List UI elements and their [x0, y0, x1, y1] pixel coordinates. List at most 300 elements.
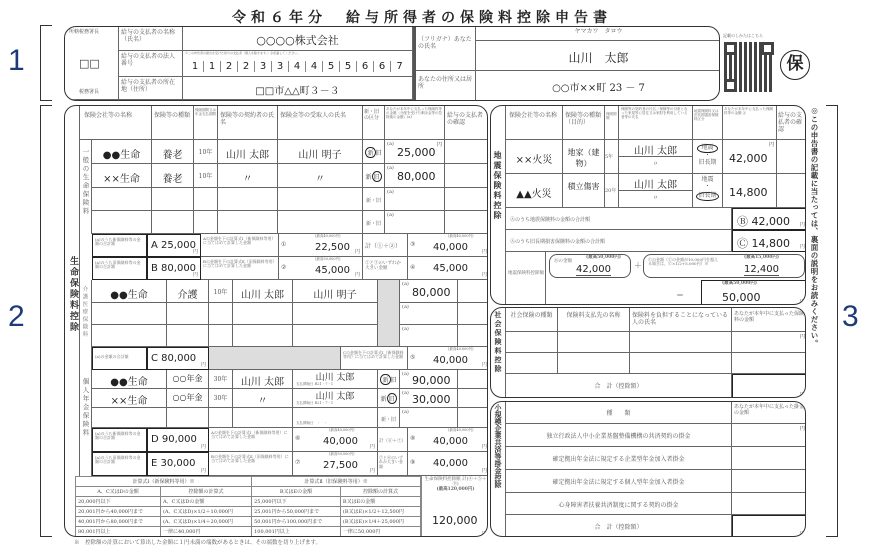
period: 10年: [213, 289, 228, 296]
D-label: [92, 428, 147, 452]
sub-head: 控除額の計算式: [160, 487, 251, 497]
payer-address-label: 給与の支払者の所在地（住所）: [121, 79, 176, 93]
header-text: あなたが本年中に支払った掛金の金額: [734, 404, 805, 416]
beneficiary: 山川 明子: [298, 150, 342, 161]
D-value-field[interactable]: D 90,000 円: [147, 428, 209, 452]
social-col-type: [506, 308, 558, 332]
smb-total-label: [506, 515, 732, 537]
general-life-label: 一般の生命保険料: [81, 148, 90, 216]
calc1-value: 22,500: [315, 242, 350, 253]
cell: 20,000円以下: [76, 497, 161, 507]
circled-new[interactable]: 新: [380, 374, 390, 385]
amount: 42,000: [729, 152, 768, 165]
earthquake-label: 地震保険料控除: [493, 151, 503, 221]
circled-earthquake[interactable]: 地震: [697, 144, 717, 153]
period: 30年: [213, 395, 228, 402]
life-deduction-total-field[interactable]: [421, 476, 488, 537]
a-mark: (a): [387, 141, 394, 147]
yen: 円: [799, 222, 805, 228]
smb-total-field[interactable]: [732, 515, 806, 537]
earthquake-section: 地震保険料控除 保険会社等の名称 保険等の種類（目的） 保険期間 保険等の契約者の氏名／保険等の対象となった家屋等に居住又は家財を利用している者等の氏名 地震保険料又は旧長期損害保険料区分 あなたが本年中に支払った保険料等の金額 Ⓐ 給与の支払者の確認 ××火災 地家（建物） 5年 山川 太郎 〃 地震 ・ 旧長期 42,000 円 ▲▲火災 積立傷害 20年 山川 太郎 〃 地震 ・ 旧長期 14,800 Ⓐのうち地震保険料の金額の合計額 Ⓑ 42,000 円 Ⓐのうち旧長期損害保険料の金額の合計額 Ⓒ 14,800 円 地震保険料控除額 Ⓑの金額 (最高50,000円) 42,000 ＋ Ⓒの金額（Ⓒの金額が10,000円を超える場合は、Ⓒ×1/2+5,000円）※ (最高15,000円) 12,400 ＝ (最高50,000円) 50,000 円: [490, 105, 806, 305]
contractor: 〃: [242, 174, 253, 185]
yen: 円: [799, 334, 805, 340]
payer-address-field[interactable]: [183, 77, 413, 100]
sub-head: B又はEの金額: [252, 487, 341, 497]
social-total-field[interactable]: [732, 374, 806, 398]
cell: 20,001円から40,000円まで: [76, 507, 161, 517]
num: ⑧: [410, 435, 416, 442]
start-date: 支払開始日 R21・7・1: [296, 401, 334, 405]
social-insurance-label: 社会保険料控除: [494, 311, 503, 374]
payer-name-label-cell: [119, 27, 183, 51]
your-address-label-cell: [416, 71, 476, 100]
amount: 25,000: [397, 146, 436, 159]
old-long-term[interactable]: 旧長期: [698, 158, 717, 166]
a-mark: (a): [387, 165, 394, 171]
max: (最高50,000円): [722, 281, 757, 286]
resident: 〃: [652, 195, 659, 202]
header-text: 保険期間又は年金支払期間: [195, 108, 216, 116]
smb-col-amount: [732, 402, 806, 424]
tax-office-value[interactable]: □□: [79, 57, 100, 70]
contractor: 山川 太郎: [633, 146, 678, 157]
header-text: 保険等の契約者の氏名: [220, 112, 275, 126]
cell: (A、C又はD)×1/2＋10,000円: [160, 507, 251, 517]
header-text: 社会保険の種類: [510, 312, 553, 319]
eq-deduction-label: [506, 252, 546, 305]
col-header-category: [363, 106, 385, 140]
max: (最高50,000円): [329, 452, 355, 456]
furigana-field[interactable]: [476, 27, 720, 41]
yen: 円: [481, 468, 487, 474]
header-text: 保険料支払先の名称: [566, 312, 621, 319]
company: ●●生命: [110, 290, 148, 301]
digit: 6: [374, 61, 391, 72]
label: (a)のうち旧保険料等の金額の合計額: [95, 455, 141, 465]
page-title: 令和６年分 給与所得者の保険料控除申告書: [232, 10, 612, 26]
company: ▲▲火災: [516, 189, 552, 200]
pension-sum-field[interactable]: [408, 428, 488, 452]
beneficiary: 山川 明子: [313, 290, 357, 301]
label: 計（①＋②）: [365, 243, 402, 250]
B-value: 80,000: [161, 263, 197, 274]
company: ××生命: [110, 396, 148, 407]
eq-B-value: 42,000: [751, 215, 790, 228]
header-text: 種 類: [606, 410, 631, 417]
num: ①: [281, 241, 287, 248]
social-total-label: [506, 374, 732, 398]
header-text: 保険期間: [606, 112, 617, 120]
beneficiary: 〃: [315, 174, 325, 185]
corp-number-digits: [187, 61, 408, 72]
a-mark: (a): [402, 371, 409, 377]
social-col-amount: [732, 308, 806, 332]
label: Ⓑの金額: [554, 259, 572, 264]
circled-new[interactable]: 新: [365, 147, 375, 158]
label: Cの金額を下の計算式Ⅰ（新保険料等用）に当てはめて計算した金額: [343, 350, 404, 360]
row-label: 独立行政法人中小企業基盤整備機構の共済契約の掛金: [546, 433, 691, 440]
pension-calc2-label: [209, 452, 293, 476]
pension-label: 個人年金保険料: [81, 378, 90, 438]
amount: 14,800: [729, 186, 768, 199]
pension-calc1-field[interactable]: [293, 428, 378, 452]
payer-address-label-cell: [119, 77, 183, 100]
your-name-value: 山川 太郎: [568, 51, 629, 65]
A-label: [92, 234, 147, 257]
yen: 円: [369, 468, 375, 474]
cell: (A、C又はD)×1/4＋20,000円: [160, 517, 251, 527]
beneficiary: 山川 太郎: [315, 392, 355, 402]
cell: 一律に40,000円: [160, 527, 251, 537]
eq-b-part-value: 42,000: [576, 264, 611, 275]
pension-larger-value: 40,000: [433, 458, 468, 469]
sum-value: 40,000: [433, 242, 468, 253]
circled-old[interactable]: 旧: [372, 171, 382, 182]
max: (最高40,000円): [315, 234, 341, 238]
care-medical-label: 介護医療保険料: [81, 286, 88, 339]
amount: 80,000: [412, 286, 451, 299]
pension-sum-value: 40,000: [433, 436, 468, 447]
confirm-cell[interactable]: [445, 140, 488, 164]
yen: 円: [481, 362, 487, 368]
period: 10年: [198, 173, 213, 180]
yen: 円: [799, 426, 805, 432]
eq-total-value: 50,000: [722, 291, 761, 304]
yen: 円: [481, 531, 487, 537]
col-header-contractor: [218, 106, 278, 140]
yen: 円: [369, 444, 375, 450]
formula-row: [76, 507, 421, 517]
eq-c-part-field[interactable]: [643, 254, 805, 278]
max: (最高40,000円): [448, 347, 474, 351]
C-value: 80,000: [161, 353, 197, 364]
row-label: 確定拠出年金法に規定する企業型年金加入者掛金: [552, 456, 685, 463]
social-col-payee: [558, 308, 630, 332]
header-text: 保険等の種類（目的）: [565, 112, 602, 126]
E-label: [92, 452, 147, 476]
formula-head-2: 計算式Ⅱ（旧保険料等用）※: [252, 477, 421, 487]
label: 合 計（控除額）: [594, 383, 643, 390]
yen: 円: [200, 444, 206, 450]
furigana-label: （フリガナ）あなたの氏名: [418, 36, 472, 50]
amount: 30,000: [412, 393, 451, 406]
larger-label: [363, 257, 408, 280]
num: ②: [281, 264, 287, 271]
type: 介護: [177, 290, 198, 301]
a-mark: (a): [402, 390, 409, 396]
earthquake[interactable]: 地震: [701, 176, 714, 183]
label: Ⓐのうち旧長期損害保険料の金額の合計額: [510, 239, 606, 245]
E-value-field[interactable]: E 30,000 円: [147, 452, 209, 476]
sum-field[interactable]: [408, 234, 488, 257]
num: ⑤: [410, 354, 416, 361]
digit: 5: [323, 61, 340, 72]
contractor: 山川 太郎: [240, 377, 285, 388]
category[interactable]: 新・旧: [365, 198, 381, 204]
section-marker-3: 3: [842, 300, 859, 333]
social-insurance-section: [490, 307, 806, 398]
num: ⑨: [410, 459, 416, 466]
digit: 4: [306, 61, 323, 72]
pension-larger-field[interactable]: [408, 452, 488, 476]
max: (最高40,000円): [448, 234, 474, 238]
larger-value: 45,000: [433, 263, 468, 274]
a-mark: (a): [387, 212, 394, 218]
row-label: 心身障害者扶養共済制度に関する契約の掛金: [558, 502, 679, 509]
yen: 円: [481, 272, 487, 278]
start-date: 支払開始日 R21・7・1: [296, 382, 334, 386]
tax-office-suffix: 税務署長: [79, 89, 100, 95]
plus-sign: ＋: [634, 261, 642, 270]
shaded-area: [209, 347, 341, 370]
small-business-label: 小規模企業共済等掛金控除: [494, 404, 503, 488]
life-insurance-section: 生命保険料控除 保険会社等の名称 保険等の種類 保険期間又は年金支払期間 保険等の契約者の氏名 保険金等の受取人の氏名 新・旧の区分 あなたが本年中に支払った保険料等の金額（分配を受けた剰余金等の控除後の金額）(a) 給与の支払者の確認 一般の生命保険料 ●●生命 養老 10年 山川 太郎 山川 明子 新 旧 (a) 25,000 円 ××生命 養老 10年 〃 〃 新 旧 (a) 80,000 新・旧 (a) 新・旧 (a) (a)のうち新保険料等の金額の合計額 A 25,000 円 Aの金額を下の計算式Ⅰ（新保険料等用）に当てはめて計算した金額 ① (最高40,000円) 22,500 円 計（①＋②） ③ (最高40,000円) 40,000 円 (a)のうち旧保険料等の金額の合計額 B 80,000 円 Bの金額を下の計算式Ⅱ（旧保険料等用）に当てはめて計算した金額 ② (最高50,000円) 45,000 円 ②と③のいずれか大きい金額 ④ 45,000 円 介護医療保険料 ●●生命 介護 10年 山川 太郎 山川 明子 (a) 80,000 (a) (a) (a)の金額の合計額 C 80,000 円 Cの金額を下の計算式Ⅰ（新保険料等用）に当てはめて計算した金額 ⑤ (最高40,000円) 40,000 円 個人年金保険料 ●●生命 ○○年金 30年 山川 太郎 山川 太郎 支払開始日 R21・7・1 新 旧 (a) 90,000 ××生命 ○○年金 30年 〃 山川 太郎 支払開始日 R21・7・1 新 旧 (a) 30,000 支払開始日 ・ ・ 新・旧 (a) (a)のうち新保険料等の金額の合計額 D 90,000 円 Aの金額を下の計算式Ⅰ（新保険料等用）に当てはめて計算した金額 ⑥ (最高40,000円) 40,000 円 計（⑥＋⑦） ⑧ (最高40,000円) 40,000 円 (a)のうち旧保険料等の金額の合計額 E 30,000 円 Bの金額を下の計算式Ⅱ（旧保険料等用）に当てはめて計算した金額 ⑦ (最高50,000円) 27,500 円 ⑦と⑧のいずれか大きい金額 ⑨ 40,000 円 計算式Ⅰ（新保険料等用）※ 計算式Ⅱ（旧保険料等用）※ A、C又はDの金額 控除額の計算式 B又はEの金額 控除額の計算式 20,000円以下 A、C又はDの金額 25,000円以下 B又はEの金額 20,001円から40,000円まで (A、C又はD)×1/2＋10,000円 25,001円から50,000円まで (B又はE)×1/2＋12,500円 40,001円から80,000円まで (A、C又はD)×1/4＋20,000円 50,001円から100,000円まで (B又はE)×1/4＋25,000円 80,001円以上 一律に40,000円 100,001円以上 一律に50,000円 生命保険料控除額 計(④＋⑤＋⑨) (最高120,000円) 120,000 円: [64, 105, 488, 537]
yen: 円: [799, 299, 805, 305]
eq-c-part-value: 12,400: [744, 264, 779, 275]
cell: 80,001円以上: [76, 527, 161, 537]
C-label: [92, 347, 147, 370]
payer-address-value: □□市△△町３－３: [255, 86, 340, 97]
max: (最高50,000円): [586, 255, 621, 260]
cell: 25,000円以下: [252, 497, 341, 507]
cell: (B又はE)×1/2＋12,500円: [340, 507, 420, 517]
B-value-field[interactable]: B 80,000 円: [147, 257, 201, 280]
eq-col-category: [693, 106, 723, 140]
eq-C-value: 14,800: [751, 237, 790, 250]
pension-larger-label: [378, 452, 408, 476]
side-note: ◎この申告書の記載に当たっては、裏面の説明をお読みください。: [810, 106, 819, 348]
type: 地家（建物）: [567, 148, 600, 168]
max: (最高40,000円): [329, 428, 355, 432]
label: (a)のうち新保険料等の金額の合計額: [95, 431, 141, 441]
yen: 円: [354, 272, 360, 278]
pension-calc1-value: 40,000: [323, 436, 358, 447]
pension-sum-label: [378, 428, 408, 452]
larger-field[interactable]: [408, 257, 488, 280]
care-calc-value: 40,000: [433, 355, 468, 366]
digit: 1: [204, 61, 221, 72]
label: 地震保険料控除額: [508, 271, 544, 276]
resident: 〃: [652, 161, 659, 168]
small-business-section: [490, 401, 806, 537]
your-name-field[interactable]: [476, 41, 720, 71]
digit: 3: [272, 61, 289, 72]
label: (a)の金額の合計額: [95, 354, 129, 359]
corp-number-label: 給与の支払者の法人番号: [121, 53, 176, 67]
digit: 4: [289, 61, 306, 72]
confirm-cell[interactable]: [445, 164, 488, 188]
num: ④: [410, 264, 416, 271]
furigana-value: ヤマカワ タロウ: [574, 28, 623, 35]
label: (a)のうち旧保険料等の金額の合計額: [95, 260, 141, 270]
calc2-label: [201, 257, 279, 280]
cell: A、C又はDの金額: [160, 497, 251, 507]
B-label: [92, 257, 147, 280]
payer-name-label: 給与の支払者の名称（氏名）: [121, 29, 176, 43]
header-box: [64, 26, 720, 101]
eq-B-label: [506, 208, 732, 230]
A-value: 25,000: [161, 240, 197, 251]
header-text: 給与の支払者の確認: [778, 112, 803, 133]
calc2-field[interactable]: [279, 257, 363, 280]
digit: 1: [187, 61, 204, 72]
cell: 40,001円から80,000円まで: [76, 517, 161, 527]
label: Aの金額を下の計算式Ⅰ（新保険料等用）に当てはめて計算した金額: [203, 236, 276, 246]
header-text: あなたが本年中に支払った保険料等の金額（分配を受けた剰余金等の控除後の金額）(a): [386, 107, 442, 119]
cell: 25,001円から50,000円まで: [252, 507, 341, 517]
header-text: あなたが本年中に支払った保険料の金額: [734, 311, 805, 323]
life-deduction-total-value: 120,000: [432, 514, 478, 527]
yen: 円: [200, 362, 206, 368]
label: ②と③のいずれか大きい金額: [365, 261, 401, 271]
label: 生命保険料控除額 計(④＋⑤＋⑨): [424, 477, 487, 487]
yen: 円: [768, 142, 774, 148]
sub-head: 控除額の計算式: [340, 487, 420, 497]
contractor: 〃: [257, 396, 268, 407]
yen: 円: [192, 272, 198, 278]
a-mark: (a): [387, 189, 394, 195]
qr-code-icon[interactable]: [724, 42, 774, 92]
col-header-amount: [385, 106, 445, 140]
digit: 3: [255, 61, 272, 72]
max: (最高15,000円): [744, 255, 779, 260]
circled-old[interactable]: 旧: [387, 393, 397, 404]
header-text: 保険料を負担することになっている人の氏名: [632, 312, 729, 326]
header-text: 保険会社等の名称: [509, 112, 558, 119]
num: ⑥: [295, 435, 301, 442]
company: ●●生命: [110, 377, 148, 388]
period: 30年: [213, 376, 228, 383]
care-calc-field[interactable]: [408, 347, 488, 370]
your-address-value: ○○市××町 23 － 7: [552, 83, 645, 94]
eq-total-field[interactable]: [701, 280, 806, 305]
calc1-field[interactable]: [279, 234, 363, 257]
cell: 50,001円から100,000円まで: [252, 517, 341, 527]
header-text: 給与の支払者の確認: [447, 112, 484, 126]
row-label: 確定拠出年金法に規定する個人型年金加入者掛金: [552, 479, 685, 486]
company: ××生命: [103, 174, 140, 185]
type: 養老: [162, 150, 183, 161]
payer-name-field[interactable]: [183, 27, 413, 51]
E-value: 30,000: [160, 458, 196, 469]
start-date: 支払開始日 ・ ・: [296, 421, 328, 426]
corp-number-field[interactable]: [183, 51, 413, 77]
bracket-1: [40, 25, 52, 101]
type: 養老: [162, 174, 183, 185]
eq-col-type: [563, 106, 605, 140]
footnote: ※ 控除額の計算において算出した金額に１円未満の端数があるときは、その端数を切り上げます。: [74, 540, 322, 546]
your-address-field[interactable]: [476, 71, 720, 100]
label: 計（⑥＋⑦）: [379, 439, 406, 444]
header-text: 保険等の契約者の氏名／保険等の対象となった家屋等に居住又は家財を利用している者等の氏名: [621, 107, 688, 119]
A-value-field[interactable]: A 25,000 円: [147, 234, 201, 257]
contractor: 山川 太郎: [225, 150, 270, 161]
max: (最高120,000円): [436, 486, 475, 492]
header-text: 保険金等の受取人の氏名: [280, 112, 347, 119]
circled-old-long-term[interactable]: 旧長期: [698, 191, 717, 199]
eq-col-contractor: [619, 106, 693, 140]
yen: 円: [799, 392, 805, 398]
header-text: あなたが本年中に支払った保険料等の金額 Ⓐ: [724, 107, 773, 115]
formula-row: [76, 517, 421, 527]
eq-C-field[interactable]: Ⓒ 14,800 円: [732, 230, 806, 252]
eq-col-company: [506, 106, 563, 140]
yen: 円: [192, 249, 198, 255]
payer-name-value: ○○○○株式会社: [256, 34, 339, 47]
C-value-field[interactable]: C 80,000 円: [147, 347, 209, 370]
digit: 7: [396, 61, 403, 72]
yen: 円: [436, 142, 442, 148]
yen: 円: [481, 444, 487, 450]
formula-table: [75, 476, 421, 537]
sub-head: A、C又はDの金額: [76, 487, 161, 497]
eq-col-confirm: [777, 106, 806, 140]
digit: 5: [340, 61, 357, 72]
label: Ⓐのうち地震保険料の金額の合計額: [510, 217, 591, 223]
col-header-period: [194, 106, 218, 140]
label: 合 計（控除額）: [594, 524, 643, 531]
eq-col-amount: [723, 106, 777, 140]
eq-col-period: [605, 106, 619, 140]
formula-row: [76, 527, 421, 537]
cell: 100,001円以上: [252, 527, 341, 537]
a-mark: (a): [402, 326, 409, 332]
digit: 2: [221, 61, 238, 72]
header-text: 保険等の種類: [154, 112, 191, 119]
cell: (B又はE)×1/4＋25,000円: [340, 517, 420, 527]
max: (最高40,000円): [448, 428, 474, 432]
life-insurance-label: 生命保険料控除: [68, 256, 78, 333]
max: (最高50,000円): [315, 257, 341, 261]
bracket-3: [826, 105, 838, 537]
eq-b-part-field[interactable]: [549, 254, 631, 278]
furigana-label-cell: [416, 27, 476, 71]
type: ○○年金: [172, 374, 203, 383]
num: ③: [410, 241, 416, 248]
label: ⑦と⑧のいずれか大きい金額: [379, 455, 403, 469]
a-mark: (a): [402, 281, 409, 287]
contractor: 山川 太郎: [240, 290, 285, 301]
yen: 円: [354, 249, 360, 255]
label: Bの金額を下の計算式Ⅱ（旧保険料等用）に当てはめて計算した金額: [211, 454, 289, 464]
digit: 2: [238, 61, 255, 72]
eq-B-field[interactable]: Ⓑ 42,000 円: [732, 208, 806, 230]
your-address-label: あなたの住所又は居所: [418, 76, 473, 90]
equals-sign: ＝: [676, 291, 684, 300]
tax-office-cell: [65, 27, 119, 100]
corp-number-note: ※この申告書の提出を受けた給与の支払者（個人を除きます。）が記載してください。: [185, 51, 301, 55]
divider: [79, 106, 80, 476]
period: 5年: [605, 154, 614, 160]
cell: 一律に50,000円: [340, 527, 420, 537]
type: ○○年金: [172, 393, 203, 402]
bracket-2: [40, 105, 52, 537]
beneficiary: 山川 太郎: [315, 373, 355, 383]
care-calc-label: [341, 347, 408, 370]
period: 10年: [198, 149, 213, 156]
yen: 円: [799, 244, 805, 250]
label: Bの金額を下の計算式Ⅱ（旧保険料等用）に当てはめて計算した金額: [203, 259, 275, 269]
qr-caption: 記載のしかたはこちら: [723, 33, 763, 38]
col-header-company: [80, 106, 152, 140]
category[interactable]: 新・旧: [365, 221, 381, 227]
amount: 90,000: [412, 374, 451, 387]
formula-head-1: 計算式Ⅰ（新保険料等用）※: [76, 477, 252, 487]
num: ⑦: [295, 459, 301, 466]
yen: 円: [799, 531, 805, 537]
pension-calc2-field[interactable]: [293, 452, 378, 476]
header-text: 保険会社等の名称: [84, 112, 133, 119]
